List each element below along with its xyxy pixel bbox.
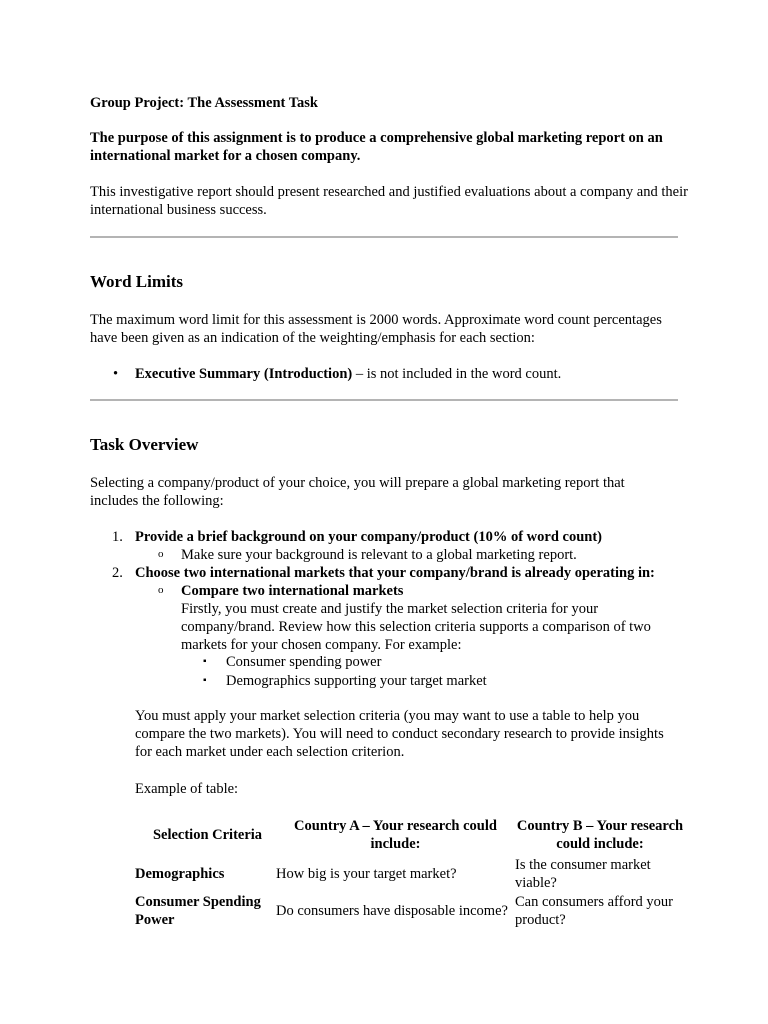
section-divider [90,399,678,401]
square-bullet-icon: ▪ [203,656,207,667]
table-cell: Demographics [135,865,225,882]
table-cell: How big is your target market? [276,865,457,882]
table-caption: Example of table: [135,781,239,797]
intro-paragraph: This investigative report should present researched and justified evaluations about a company and their international business success. [90,184,688,218]
task-overview-intro: Selecting a company/product of your choice, you will prepare a global marketing report that includes the following: [90,475,625,509]
table-row [135,855,685,892]
list-number: 2. [112,565,123,581]
example-bullet: Demographics supporting your target market [226,673,487,689]
list-item-1: Provide a brief background on your company/product (10% of word count) [135,529,602,545]
table-cell: Do consumers have disposable income? [276,902,508,919]
word-limits-heading: Word Limits [90,272,184,291]
example-table [135,815,685,929]
bullet-rest-text: – is not included in the word count. [352,366,562,382]
circle-bullet-icon: o [158,548,164,560]
list-number: 1. [112,529,123,545]
square-bullet-icon: ▪ [203,675,207,686]
word-limits-bullet [135,365,695,383]
apply-paragraph: You must apply your market selection criteria (you may want to use a table to help you compare the two markets). You will need to conduct secondary research to provide insights for each market under each selection criterion. [135,708,664,760]
table-header-cell: Selection Criteria [152,827,263,843]
page-title: Group Project: The Assessment Task [90,95,318,111]
table-cell: Is the consumer market viable? [515,856,651,891]
task-overview-heading: Task Overview [90,435,199,454]
table-cell: Can consumers afford your product? [515,893,673,928]
table-header-row [135,815,685,855]
table-header-cell: Country B – Your research could include: [516,818,684,852]
word-limits-text: The maximum word limit for this assessment is 2000 words. Approximate word count percentages have been given as an indication of the weighting/emphasis for each section: [90,312,662,346]
example-bullet: Consumer spending power [226,654,382,670]
table-header-cell: Country A – Your research could include: [294,818,497,852]
list-item-2-sub-text: Firstly, you must create and justify the market selection criteria for your company/brand. Review how this selection criteria supports a comparison of two markets for your chosen company. For example: [181,601,651,653]
purpose-statement: The purpose of this assignment is to produce a comprehensive global marketing report on an international market for a chosen company. [90,130,663,164]
table-cell: Consumer Spending Power [135,893,261,928]
list-item-1-sub: Make sure your background is relevant to a global marketing report. [181,547,577,563]
circle-bullet-icon: o [158,584,164,596]
table-row [135,892,685,929]
list-item-2: Choose two international markets that your company/brand is already operating in: [135,565,655,581]
section-divider [90,236,678,238]
list-item-2-sub-heading: Compare two international markets [181,583,404,599]
bullet-bold-text: Executive Summary (Introduction) [135,366,353,382]
bullet-dot-icon: • [113,366,119,382]
